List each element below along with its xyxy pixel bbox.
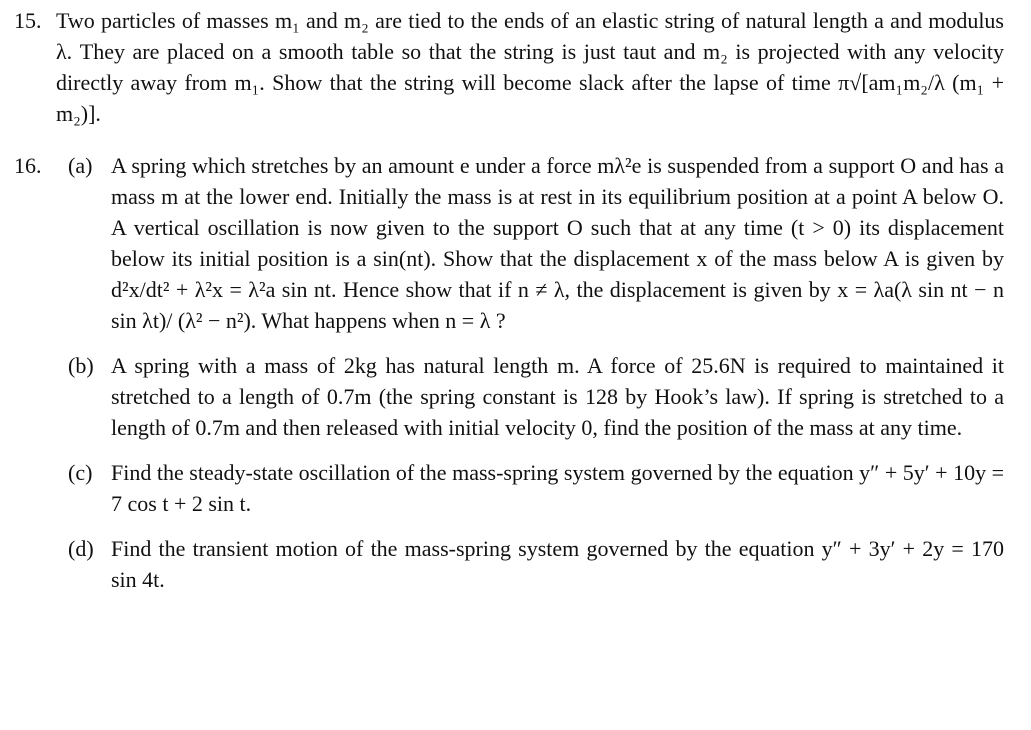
problem-16 [14,150,1004,595]
subpart-label: (a) [68,153,93,178]
subpart-text: A spring with a mass of 2kg has natural length m. A force of 25.6N is required to maintained it stretched to a length of 0.7m (the spring constant is 128 by Hook’s law). If spring is stretched to a length of 0.7m and then released with initial velocity 0, find the position of the mass at any time. [111,353,1004,440]
problem-number: 15. [14,8,42,33]
subpart-c [68,457,1004,519]
subpart-d [68,533,1004,595]
subpart-text: Find the steady-state oscillation of the mass-spring system governed by the equation y″ + 5y′ + 10y = 7 cos t + 2 sin t. [111,460,1004,516]
subpart-text: Find the transient motion of the mass-spring system governed by the equation y″ + 3y′ + 2y = 170 sin 4t. [111,536,1004,592]
subpart-text: A spring which stretches by an amount e under a force mλ²e is suspended from a support O and has a mass m at the lower end. Initially the mass is at rest in its equilibrium position at a point A below O. A vertical oscillation is now given to the support O such that at any time (t > 0) its displacement below its initial position is a sin(nt). Show that the displacement x of the mass below A is given by d²x/dt² + λ²x = λ²a sin nt. Hence show that if n ≠ λ, the displacement is given by x = λa(λ sin nt − n sin λt)/ (λ² − n²). What happens when n = λ ? [111,153,1004,333]
subpart-a [68,150,1004,336]
problem-text: Two particles of masses m₁ and m₂ are tied to the ends of an elastic string of natural length a and modulus λ. They are placed on a smooth table so that the string is just taut and m₂ is projected with any velocity directly away from m₁. Show that the string will become slack after the lapse of time π√[am₁m₂/λ (m₁ + m₂)]. [56,8,1004,126]
subpart-label: (b) [68,353,94,378]
subpart-b [68,350,1004,443]
subpart-label: (c) [68,460,93,485]
problem-number: 16. [14,153,42,178]
subpart-label: (d) [68,536,94,561]
problem-15 [14,5,1004,129]
